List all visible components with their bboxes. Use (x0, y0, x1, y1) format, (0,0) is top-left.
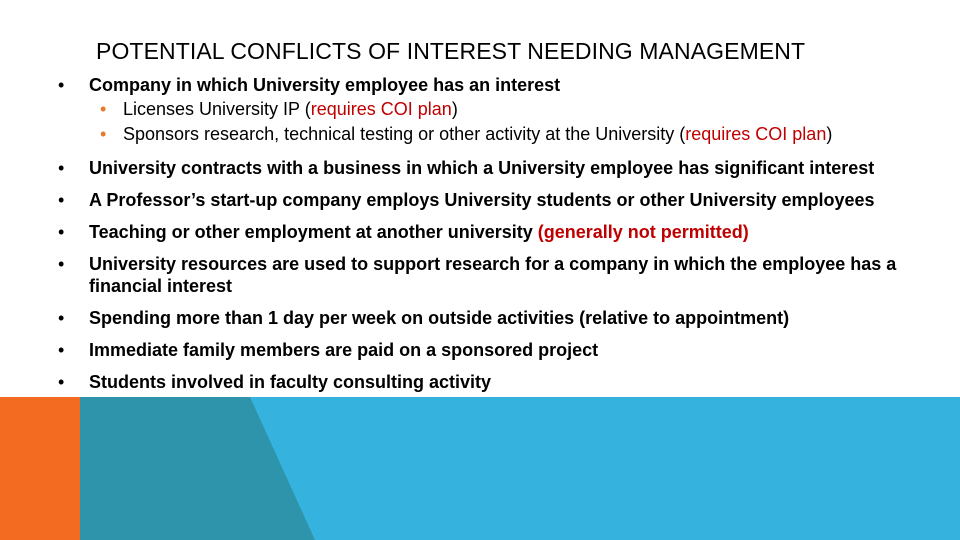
bullet-accent: (generally not permitted) (537, 222, 749, 242)
bullet-text: University resources are used to support research for a company in which the employee has a financial interest (89, 254, 897, 296)
bullet-item (58, 253, 948, 297)
bullet-text: A Professor’s start-up company employs University students or other University employees (89, 190, 875, 210)
bullet-item (58, 157, 948, 179)
bullet-text: University contracts with a business in which a University employee has significant interest (89, 158, 875, 178)
bullet-text: Teaching or other employment at another university (89, 222, 538, 242)
sub-bullet-item (100, 122, 948, 147)
sub-bullet-accent: requires COI plan (310, 99, 452, 119)
slide-title: POTENTIAL CONFLICTS OF INTEREST NEEDING MANAGEMENT (96, 38, 806, 64)
paren-open: ( (304, 99, 311, 119)
sub-bullet-text: Licenses University IP (123, 99, 305, 119)
orange-band (0, 397, 80, 540)
bullet-text: Company in which University employee has an interest (89, 75, 561, 95)
sub-bullet-accent: requires COI plan (685, 124, 827, 144)
bullet-text: Immediate family members are paid on a sponsored project (89, 340, 599, 360)
sub-bullet-item (100, 97, 948, 122)
bullet-item (58, 189, 948, 211)
bullet-item (58, 307, 948, 329)
paren-close: ) (826, 124, 833, 144)
bullet-text: Students involved in faculty consulting activity (89, 372, 492, 392)
bullet-item (58, 339, 948, 361)
bullet-text: Spending more than 1 day per week on outside activities (relative to appointment) (89, 308, 790, 328)
paren-close: ) (451, 99, 458, 119)
bullet-item (58, 371, 948, 393)
sub-bullet-text: Sponsors research, technical testing or other activity at the University (123, 124, 680, 144)
bullet-list (58, 74, 948, 403)
bullet-item (58, 74, 948, 147)
bullet-item (58, 221, 948, 243)
paren-open: ( (679, 124, 686, 144)
sub-bullet-list (89, 97, 948, 147)
